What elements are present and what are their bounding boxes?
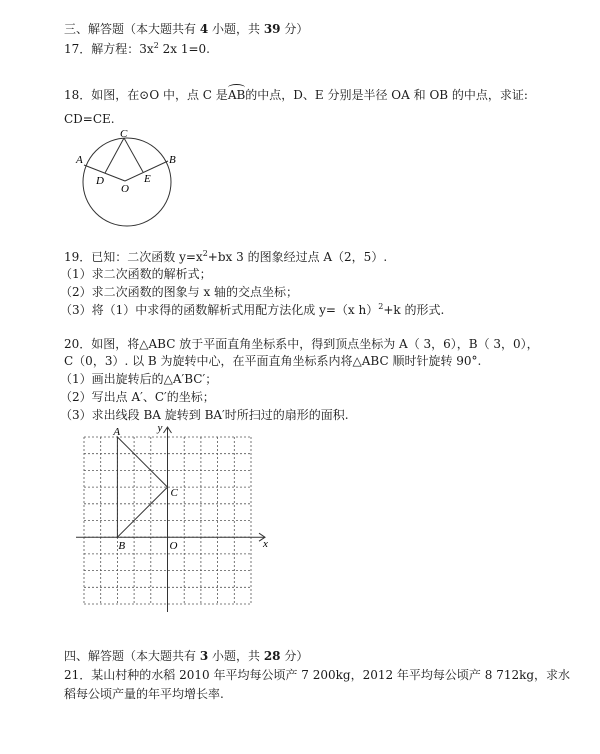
section-3-header	[64, 21, 308, 37]
section-4-header	[64, 648, 308, 664]
exponent: 2	[153, 41, 159, 50]
y-axis-label: y	[157, 422, 163, 434]
radius-oa	[84, 165, 125, 181]
question-number: 18．	[64, 88, 92, 102]
label-o: O	[121, 183, 129, 195]
section-4-points: 28	[263, 649, 281, 663]
question-18-line2: CD=CE.	[64, 112, 115, 126]
question-21	[64, 667, 570, 683]
question-number: 19．	[64, 250, 92, 264]
origin-label: O	[169, 540, 178, 553]
segment-cd	[105, 138, 124, 173]
label-c: C	[120, 128, 128, 140]
segment-ce	[124, 138, 143, 172]
question-number: 20．	[64, 337, 92, 351]
section-3-points: 39	[263, 22, 281, 36]
section-4-prefix: 四、解答题（本大题共有	[64, 649, 200, 663]
point-label-a: A	[113, 426, 121, 438]
circle-figure	[60, 120, 200, 235]
question-19-item-3	[60, 302, 444, 318]
question-17-text: 解方程：3x	[91, 42, 154, 56]
question-18-text-rest: 的中点，D、E 分别是半径 OA 和 OB 的中点，求证:	[245, 88, 528, 102]
section-4-suffix: 分）	[280, 649, 309, 663]
x-axis-label: x	[263, 538, 268, 551]
section-3-suffix: 分）	[280, 22, 309, 36]
question-21-line1: 某山村种的水稻 2010 年平均每公顷产 7 200kg，2012 年平均每公顷产 8 712kg，求水	[91, 668, 571, 682]
question-19-text-rest: +bx 3 的图象经过点 A（2，5）.	[207, 250, 388, 264]
question-18-text: 如图，在⊙O 中，点 C 是	[91, 88, 228, 102]
section-3-prefix: 三、解答题（本大题共有	[64, 22, 200, 36]
section-4-mid: 小题，共	[208, 649, 264, 663]
question-number: 17．	[64, 42, 92, 56]
question-20-item-3: （3）求出线段 BA 旋转到 BA′时所扫过的扇形的面积.	[60, 408, 349, 422]
coordinate-grid-figure	[70, 420, 280, 620]
section-3-count: 4	[199, 22, 209, 36]
question-20-item-2: （2）写出点 A′、C′的坐标；	[60, 390, 215, 404]
question-20-line2: C（0，3）. 以 B 为旋转中心，在平面直角坐标系内将△ABC 顺时针旋转 90°.	[64, 354, 482, 368]
point-label-b: B	[118, 540, 126, 553]
arc-ab-label: AB	[227, 88, 246, 102]
question-18	[64, 87, 528, 103]
section-3-mid: 小题，共	[208, 22, 264, 36]
label-a: A	[76, 154, 83, 166]
label-d: D	[96, 175, 104, 187]
question-20-line1: 如图，将△ABC 放于平面直角坐标系中，得到顶点坐标为 A（ 3，6），B（ 3，0），	[91, 337, 539, 351]
question-19	[64, 249, 387, 265]
question-17	[64, 41, 210, 57]
question-19-item-2: （2）求二次函数的图象与 x 轴的交点坐标；	[60, 285, 299, 299]
question-20-item-1: （1）画出旋转后的△A′BC′；	[60, 372, 218, 386]
question-20	[64, 336, 539, 352]
question-19-item-3-text: （3）将（1）中求得的函数解析式用配方法化成 y=（x h）	[60, 303, 379, 317]
question-19-item-1: （1）求二次函数的解析式；	[60, 267, 212, 281]
exponent: 2	[202, 249, 208, 258]
question-number: 21．	[64, 668, 92, 682]
question-19-item-3-rest: +k 的形式.	[383, 303, 445, 317]
question-17-text-rest: 2x 1=0.	[158, 42, 210, 56]
section-4-count: 3	[199, 649, 209, 663]
exponent: 2	[378, 302, 384, 311]
question-19-text: 已知：二次函数 y=x	[91, 250, 203, 264]
label-b: B	[169, 154, 176, 166]
label-e: E	[144, 173, 151, 185]
question-21-line2: 稻每公顷产量的年平均增长率.	[64, 687, 224, 701]
point-label-c: C	[170, 487, 178, 500]
